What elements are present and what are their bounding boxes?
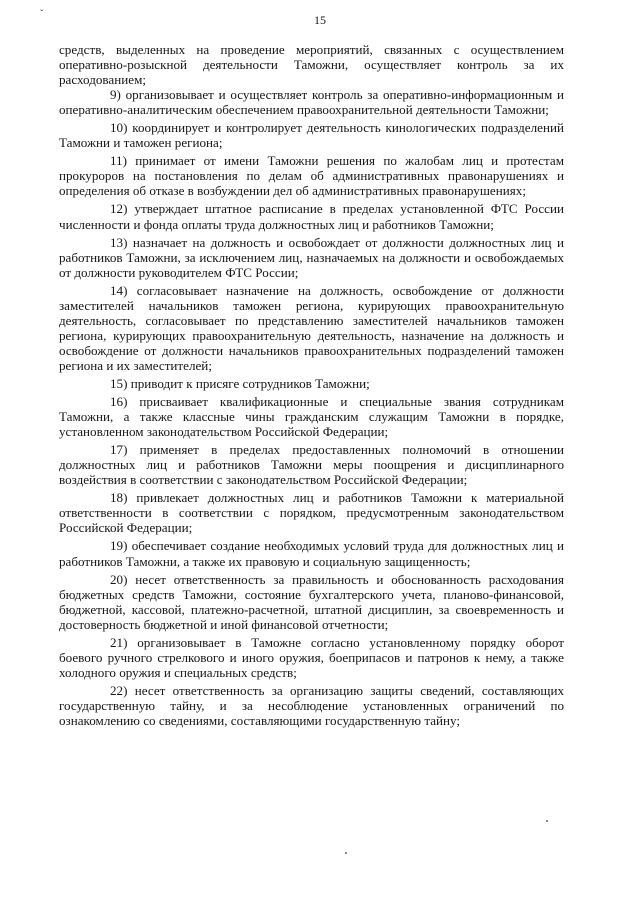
list-item-10: 10) координирует и контролирует деятельность кинологических подразделений Таможни и таможен региона;: [59, 120, 564, 151]
scan-speck: [546, 820, 548, 822]
list-item-14: 14) согласовывает назначение на должность, освобождение от должности заместителей начальников таможен региона, курирующих правоохранительную деятельность, согласовывает по представлению заместителей начальников таможен региона, курирующих правоохранительную деятельность, назначение на должность и освобождение от должности начальников правоохранительных подразделений таможен региона и их заместителей;: [59, 282, 564, 373]
list-item-21: 21) организовывает в Таможне согласно установленному порядку оборот боевого ручного стрелкового и иного оружия, боеприпасов и патронов к нему, а также холодного оружия и специальных средств;: [59, 634, 564, 680]
list-item-19: 19) обеспечивает создание необходимых условий труда для должностных лиц и работников Таможни, а также их правовую и социальную защищенность;: [59, 538, 564, 569]
page-number: 15: [314, 13, 326, 27]
continuation-paragraph: средств, выделенных на проведение мероприятий, связанных с осуществлением оперативно-розыскной деятельности Таможни, осуществляет контроль за их расходованием;: [59, 42, 564, 88]
list-item-22: 22) несет ответственность за организацию защиты сведений, составляющих государственную тайну, и за несоблюдение установленных ограничений по ознакомлению со сведениями, составляющими государственную тайну;: [59, 682, 564, 728]
list-item-17: 17) применяет в пределах предоставленных полномочий в отношении должностных лиц и работников Таможни меры поощрения и дисциплинарного воздействия в соответствии с законодательством Российской Федерации;: [59, 442, 564, 488]
list-item-12: 12) утверждает штатное расписание в пределах установленной ФТС России численности и фонда оплаты труда должностных лиц и работников Таможни;: [59, 201, 564, 232]
list-item-18: 18) привлекает должностных лиц и работников Таможни к материальной ответственности в соответствии с порядком, предусмотренным законодательством Российской Федерации;: [59, 490, 564, 536]
scan-corner-mark: ˇ: [40, 9, 44, 20]
list-item-16: 16) присваивает квалификационные и специальные звания сотрудникам Таможни, а также классные чины гражданским служащим Таможни в порядке, установленном законодательством Российской Федерации;: [59, 394, 564, 440]
list-item-15: 15) приводит к присяге сотрудников Таможни;: [110, 375, 370, 391]
document-body: [59, 42, 564, 728]
list-item-9: 9) организовывает и осуществляет контроль за оперативно-информационным и оперативно-аналитическим обеспечением правоохранительной деятельности Таможни;: [59, 87, 564, 118]
scan-speck: [345, 852, 347, 854]
list-item-13: 13) назначает на должность и освобождает от должности должностных лиц и работников Таможни, за исключением лиц, назначаемых на должности и освобождаемых от должности руководителем ФТС России;: [59, 234, 564, 280]
list-item-11: 11) принимает от имени Таможни решения по жалобам лиц и протестам прокуроров на постановления по делам об административных правонарушениях и определения об отказе в возбуждении дел об административных правонарушениях;: [59, 153, 564, 199]
list-item-20: 20) несет ответственность за правильность и обоснованность расходования бюджетных средств Таможни, состояние бухгалтерского учета, планово-финансовой, бюджетной, кассовой, платежно-расчетной, штатной дисциплин, за своевременность и достоверность бюджетной и иной финансовой отчетности;: [59, 571, 564, 632]
